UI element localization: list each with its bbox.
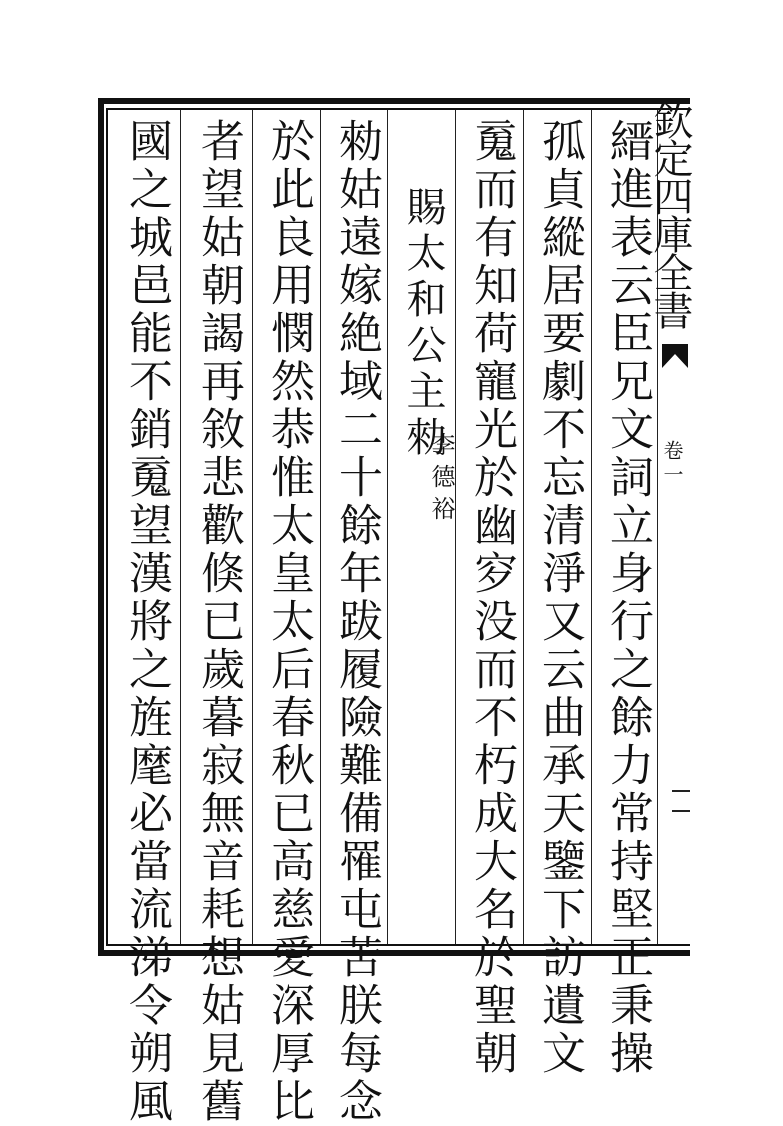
text-column: 國之城邑能不銷䰟望漢將之旌麾必當流涕令朔風 [121, 118, 172, 1126]
column-rule [180, 110, 181, 944]
column-rule [591, 110, 592, 944]
text-column: 者望姑朝謁再敘悲歡倏已歲暮寂無音耗想姑見舊 [193, 118, 244, 1126]
column-rule [320, 110, 321, 944]
volume-label: 卷一 [660, 440, 684, 488]
frame-inner-top-line [106, 108, 690, 110]
fishtail-mark-icon [660, 342, 690, 370]
text-column: 縉進表云臣兄文詞立身行之餘力常持堅正秉操 [602, 118, 653, 1078]
article-title: 賜太和公主勑 [400, 186, 446, 462]
author-name: 李德裕 [427, 432, 455, 528]
text-column: 䰟而有知荷寵光於幽穸没而不朽成大名於聖朝 [466, 118, 517, 1078]
frame-inner-left-line [106, 108, 108, 946]
column-rule [387, 110, 388, 944]
text-column: 於此良用憫然恭惟太皇太后春秋已高慈愛深厚比 [263, 118, 314, 1126]
book-title: 欽定四庫全書 [647, 100, 693, 328]
margin-tick [672, 790, 690, 792]
text-column: 勑姑遠嫁絶域二十餘年跋履險難備罹屯苦朕每念 [331, 118, 382, 1126]
column-rule [523, 110, 524, 944]
margin-tick [672, 810, 690, 812]
column-rule [252, 110, 253, 944]
text-column: 孤貞縱居要劇不忘清淨又云曲承天鑒下訪遺文 [534, 118, 585, 1078]
